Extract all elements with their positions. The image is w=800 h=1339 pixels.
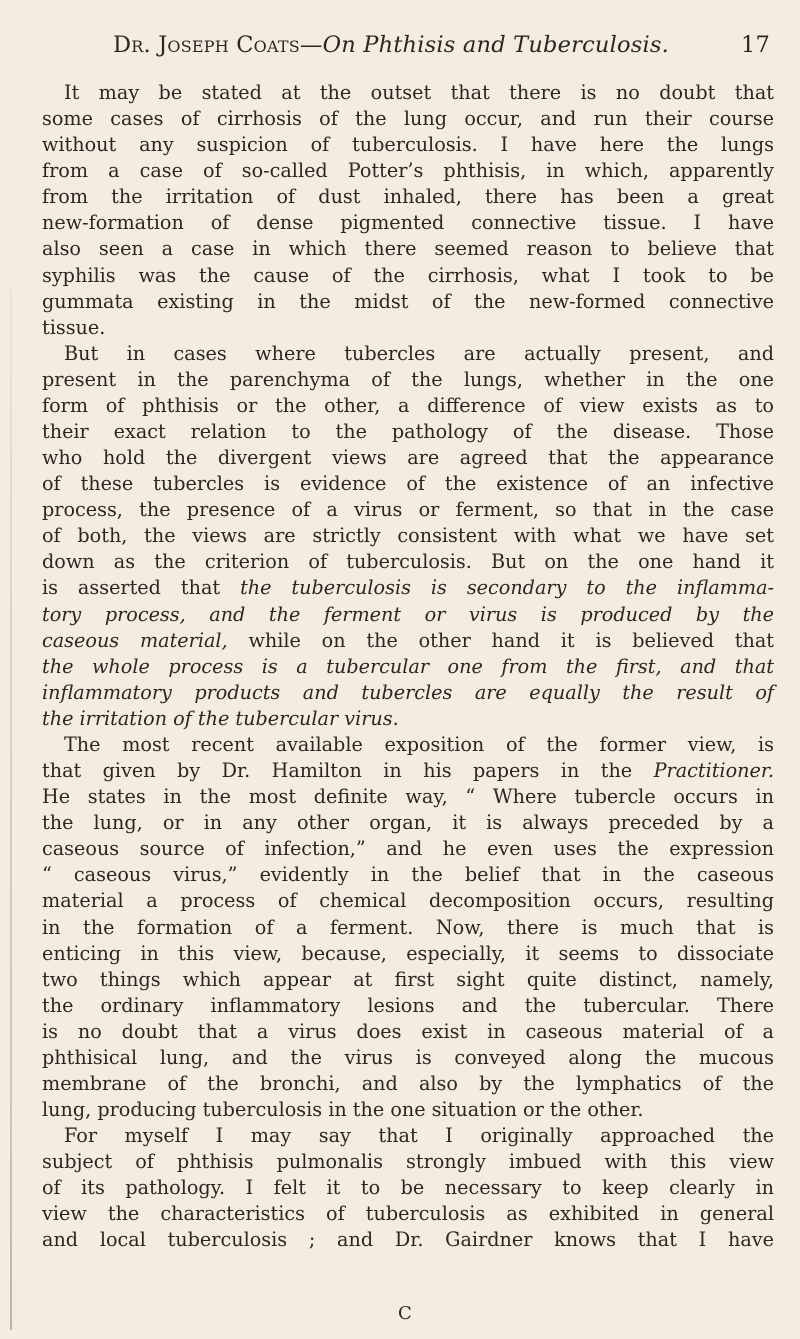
italic-text-segment: the whole process is a tubercular one from the first, and that [42, 654, 774, 678]
text-segment: The most recent available exposition of the former view, is [64, 732, 774, 756]
text-segment: material a process of chemical decomposition occurs, resulting [42, 889, 774, 913]
running-title [113, 32, 669, 58]
italic-text-segment: the irritation of the tubercular virus. [42, 706, 399, 730]
text-line [42, 575, 774, 601]
text-segment: tissue. [42, 315, 106, 339]
text-line [42, 836, 774, 862]
text-line [42, 1071, 774, 1097]
italic-text-segment: caseous material, [42, 628, 228, 652]
text-segment: view the characteristics of tuberculosis as exhibited in general [42, 1202, 774, 1226]
text-segment: the ordinary inflammatory lesions and the tubercular. There [42, 993, 774, 1017]
text-line [42, 523, 774, 549]
text-segment: from the irritation of dust inhaled, there has been a great [42, 185, 774, 209]
text-segment: caseous source of infection,” and he even uses the expression [42, 837, 774, 861]
running-header [113, 32, 770, 62]
text-line [42, 1201, 774, 1227]
text-segment: present in the parenchyma of the lungs, whether in the one [42, 367, 774, 391]
text-segment: down as the criterion of tuberculosis. But on the one hand it [42, 550, 774, 574]
text-segment: But in cases where tubercles are actually present, and [64, 341, 774, 365]
text-line [42, 393, 774, 419]
text-segment: some cases of cirrhosis of the lung occur, and run their course [42, 107, 774, 131]
text-line [42, 602, 774, 628]
text-line [42, 915, 774, 941]
text-line [42, 549, 774, 575]
text-line [42, 810, 774, 836]
text-segment: syphilis was the cause of the cirrhosis, what I took to be [42, 263, 774, 287]
italic-text-segment: inflammatory products and tubercles are equally the result of [42, 680, 774, 704]
text-line [42, 445, 774, 471]
text-line [42, 80, 774, 106]
text-line [42, 158, 774, 184]
text-line [42, 263, 774, 289]
text-line [42, 993, 774, 1019]
text-segment: “ caseous virus,” evidently in the belief that in the caseous [42, 863, 774, 887]
text-line [42, 419, 774, 445]
text-line [42, 1149, 774, 1175]
text-line [42, 210, 774, 236]
text-line [42, 341, 774, 367]
text-segment: of its pathology. I felt it to be necessary to keep clearly in [42, 1176, 774, 1200]
text-line [42, 132, 774, 158]
text-segment: lung, producing tuberculosis in the one situation or the other. [42, 1098, 644, 1122]
text-segment: their exact relation to the pathology of the disease. Those [42, 420, 774, 444]
text-segment: two things which appear at first sight quite distinct, namely, [42, 967, 774, 991]
text-line [42, 654, 774, 680]
text-line [42, 706, 774, 732]
text-segment: that given by Dr. Hamilton in his papers in the [42, 759, 654, 783]
text-segment: is no doubt that a virus does exist in caseous material of a [42, 1019, 774, 1043]
text-segment: It may be stated at the outset that there is no doubt that [64, 81, 774, 104]
text-segment: gummata existing in the midst of the new-formed connective [42, 289, 774, 313]
text-segment: subject of phthisis pulmonalis strongly imbued with this view [42, 1150, 774, 1174]
text-segment: phthisical lung, and the virus is conveyed along the mucous [42, 1045, 774, 1069]
text-line [42, 184, 774, 210]
text-line [42, 1175, 774, 1201]
text-line [42, 888, 774, 914]
text-segment: For myself I may say that I originally approached the [64, 1124, 774, 1148]
text-segment: form of phthisis or the other, a difference of view exists as to [42, 393, 774, 417]
text-segment: the lung, or in any other organ, it is always preceded by a [42, 811, 774, 835]
text-line [42, 497, 774, 523]
text-line [42, 1097, 774, 1123]
text-line [42, 289, 774, 315]
text-line [42, 784, 774, 810]
italic-text-segment: tory process, and the ferment or virus is produced by the [42, 602, 774, 626]
text-line [42, 1123, 774, 1149]
signature-mark: C [398, 1303, 412, 1324]
text-line [42, 941, 774, 967]
text-line [42, 862, 774, 888]
text-segment: without any suspicion of tuberculosis. I have here the lungs [42, 133, 774, 157]
text-line [42, 106, 774, 132]
text-line [42, 758, 774, 784]
header-title: On Phthisis and Tuberculosis. [322, 32, 669, 58]
text-segment: membrane of the bronchi, and also by the lymphatics of the [42, 1071, 774, 1095]
page-number: 17 [740, 32, 770, 58]
text-line [42, 1045, 774, 1071]
text-line [42, 967, 774, 993]
text-line [42, 1019, 774, 1045]
header-author: Dr. Joseph Coats— [113, 32, 323, 58]
text-line [42, 1227, 774, 1253]
text-segment: also seen a case in which there seemed reason to believe that [42, 237, 774, 261]
text-segment: of these tubercles is evidence of the existence of an infective [42, 472, 774, 496]
text-line [42, 367, 774, 393]
body-text [42, 80, 774, 1254]
page-gutter-shadow [10, 290, 12, 1330]
text-segment: from a case of so-called Potter’s phthisis, in which, apparently [42, 159, 774, 183]
text-segment: and local tuberculosis ; and Dr. Gairdner knows that I have [42, 1228, 774, 1252]
text-segment: enticing in this view, because, especially, it seems to dissociate [42, 941, 774, 965]
text-segment: while on the other hand it is believed that [227, 628, 774, 652]
text-line [42, 236, 774, 262]
text-segment: He states in the most definite way, “ Where tubercle occurs in [42, 785, 774, 809]
text-segment: is asserted that [42, 576, 241, 600]
text-segment: who hold the divergent views are agreed that the appearance [42, 446, 774, 470]
italic-text-segment: Practitioner. [653, 759, 774, 783]
text-line [42, 732, 774, 758]
text-segment: of both, the views are strictly consistent with what we have set [42, 524, 774, 548]
text-segment: in the formation of a ferment. Now, there is much that is [42, 915, 774, 939]
text-line [42, 471, 774, 497]
text-line [42, 680, 774, 706]
text-segment: new-formation of dense pigmented connective tissue. I have [42, 211, 774, 235]
text-line [42, 628, 774, 654]
text-line [42, 315, 774, 341]
italic-text-segment: the tuberculosis is secondary to the inflamma- [240, 576, 774, 600]
text-segment: process, the presence of a virus or ferment, so that in the case [42, 498, 774, 522]
